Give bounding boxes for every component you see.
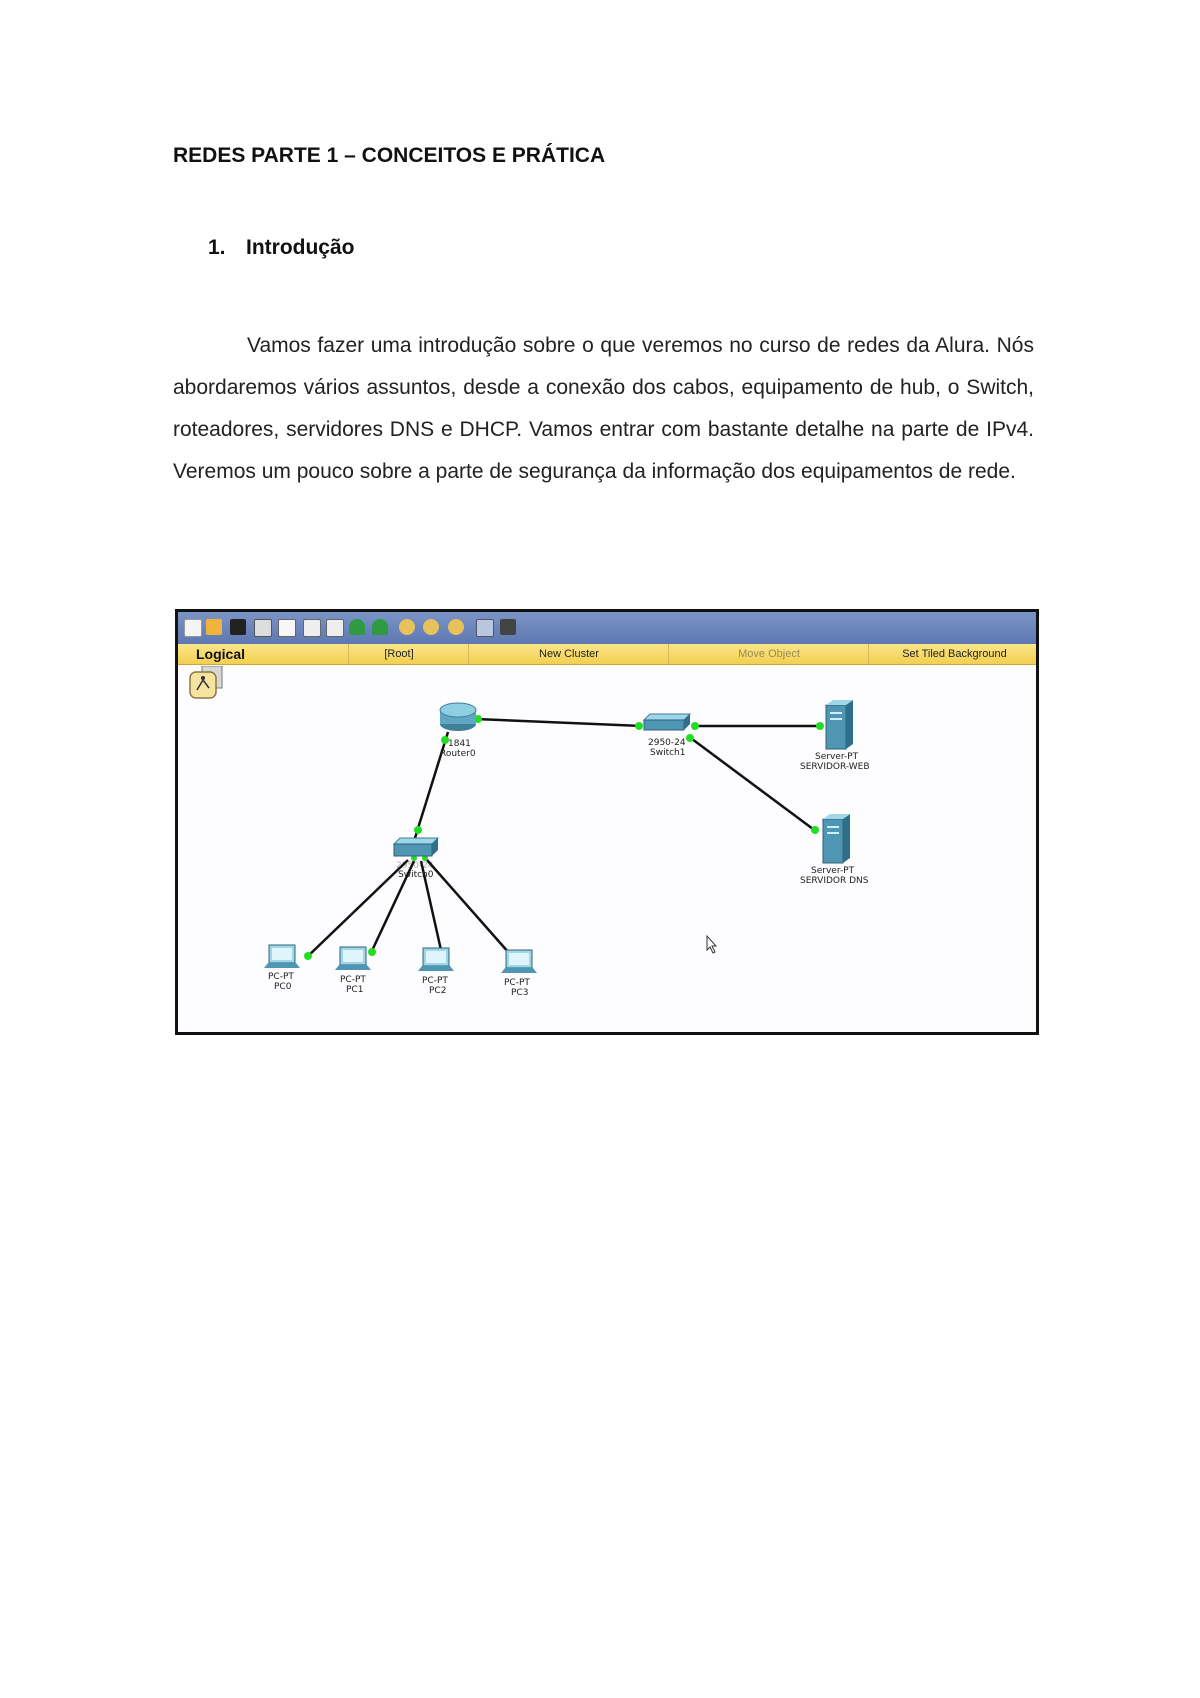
- section-heading: [208, 236, 355, 260]
- move-object-button[interactable]: Move Object: [668, 644, 869, 664]
- port-lights: [304, 715, 824, 962]
- router0-model: 1841: [448, 739, 471, 749]
- switch1-model: 2950-24: [648, 738, 686, 748]
- pc3-name: PC3: [511, 988, 529, 998]
- pc1-name: PC1: [346, 985, 364, 995]
- packet-tracer-screenshot: [175, 609, 1039, 1035]
- switch1-name: Switch1: [650, 748, 686, 758]
- link-router0-switch1: [476, 719, 641, 726]
- set-tiled-background-button[interactable]: Set Tiled Background: [868, 644, 1039, 664]
- new-cluster-button[interactable]: New Cluster: [468, 644, 669, 664]
- pc0-name: PC0: [274, 982, 292, 992]
- router0[interactable]: [440, 703, 476, 759]
- link-router0-switch0: [415, 732, 448, 838]
- pc0-model: PC-PT: [268, 972, 294, 982]
- pc1[interactable]: [335, 947, 371, 995]
- pc3-model: PC-PT: [504, 978, 530, 988]
- server-dns-name: SERVIDOR DNS: [800, 876, 869, 886]
- mouse-cursor-icon: [707, 936, 716, 953]
- server-web-name: SERVIDOR-WEB: [800, 762, 870, 772]
- network-topology: [178, 612, 1036, 1032]
- server-dns-model: Server-PT: [811, 866, 855, 876]
- section-title: Introdução: [246, 236, 355, 259]
- link-switch1-server-dns: [688, 736, 817, 832]
- section-number: 1.: [208, 236, 226, 259]
- logical-tab[interactable]: Logical: [196, 646, 246, 662]
- server-web[interactable]: [800, 700, 870, 772]
- pc2-model: PC-PT: [422, 976, 448, 986]
- switch1[interactable]: [644, 714, 690, 758]
- document-title: REDES PARTE 1 – CONCEITOS E PRÁTICA: [173, 144, 606, 167]
- router0-name: Router0: [440, 749, 476, 759]
- intro-paragraph: Vamos fazer uma introdução sobre o que veremos no curso de redes da Alura. Nós abordaremos vários assuntos, desde a conexão dos cabos, equipamento de hub, o Switch, roteadores, servidores DNS e DHCP. Vamos entrar com bastante detalhe na parte de IPv4. Veremos um pouco sobre a parte de segurança da informação dos equipamentos de rede.: [173, 334, 1034, 483]
- pc0[interactable]: [264, 945, 300, 992]
- pc1-model: PC-PT: [340, 975, 366, 985]
- switch0-model: 2950-24: [396, 861, 434, 871]
- pc2[interactable]: [418, 948, 454, 996]
- switch0-name: Switch0: [398, 870, 434, 880]
- pc2-name: PC2: [429, 986, 447, 996]
- server-dns[interactable]: [800, 814, 869, 886]
- pc3[interactable]: [501, 950, 537, 998]
- server-web-model: Server-PT: [815, 752, 859, 762]
- root-cluster-link[interactable]: [Root]: [348, 644, 449, 664]
- links: [306, 719, 823, 962]
